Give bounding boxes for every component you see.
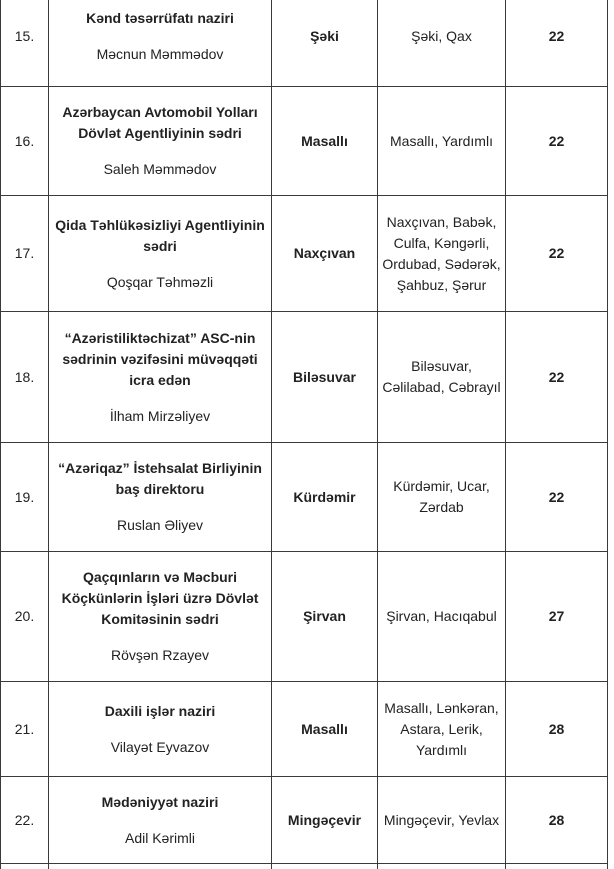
official-name: Rövşən Rzayev <box>110 647 210 663</box>
district-cell <box>272 864 378 869</box>
district-cell: Şirvan <box>272 552 378 682</box>
position-title: Qida Təhlükəsizliyi Agentliyinin sədri <box>55 216 265 254</box>
regions-cell: Şirvan, Hacıqabul <box>378 552 506 682</box>
row-number: 21. <box>1 682 49 777</box>
count-cell: 22 <box>506 443 608 552</box>
position-cell <box>49 196 272 312</box>
position-title: Azərbaycan Avtomobil Yolları Dövlət Agentliyinin sədri <box>62 104 258 141</box>
row-number: 15. <box>1 0 49 87</box>
regions-cell: Mingəçevir, Yevlax <box>378 777 506 864</box>
count-cell: 27 <box>506 552 608 682</box>
count-cell <box>506 864 608 869</box>
regions-cell: Biləsuvar, Cəlilabad, Cəbrayıl <box>378 312 506 443</box>
district-cell: Kürdəmir <box>272 443 378 552</box>
count-cell: 22 <box>506 87 608 196</box>
district-cell: Mingəçevir <box>272 777 378 864</box>
row-number <box>1 864 49 869</box>
count-cell: 22 <box>506 196 608 312</box>
regions-cell: Masallı, Yardımlı <box>378 87 506 196</box>
count-cell: 22 <box>506 0 608 87</box>
count-cell: 28 <box>506 777 608 864</box>
official-name: Qoşqar Təhməzli <box>106 273 214 290</box>
position-cell <box>49 87 272 196</box>
table-row <box>1 552 608 682</box>
row-number: 20. <box>1 552 49 682</box>
position-cell <box>49 443 272 552</box>
official-name: Ruslan Əliyev <box>116 517 203 533</box>
table-row <box>1 443 608 552</box>
row-number: 17. <box>1 196 49 312</box>
position-title: Kənd təsərrüfatı naziri <box>86 9 234 26</box>
district-cell: Masallı <box>272 682 378 777</box>
position-title: Daxili işlər naziri <box>104 702 216 719</box>
position-title: “Azəriqaz” İstehsalat Birliyinin baş direktoru <box>58 460 262 497</box>
count-cell: 22 <box>506 312 608 443</box>
official-name: Vilayət Eyvazov <box>110 738 210 755</box>
position-cell <box>49 552 272 682</box>
position-title: Qaçqınların və Məcburi Köçkünlərin İşləri üzrə Dövlət Komitəsinin sədri <box>61 569 259 627</box>
position-cell <box>49 312 272 443</box>
table-row <box>1 196 608 312</box>
district-cell: Biləsuvar <box>272 312 378 443</box>
regions-cell: Naxçıvan, Babək, Culfa, Kəngərli, Ordubad, Sədərək, Şahbuz, Şərur <box>378 196 506 312</box>
regions-cell: Kürdəmir, Ucar, Zərdab <box>378 443 506 552</box>
official-name: Adil Kərimli <box>124 829 195 846</box>
district-cell: Masallı <box>272 87 378 196</box>
regions-cell: Şəki, Qax <box>378 0 506 87</box>
official-name: Məcnun Məmmədov <box>96 45 224 62</box>
row-number: 22. <box>1 777 49 864</box>
position-title: “Azəristiliktəchizat” ASC-nin sədrinin vəzifəsini müvəqqəti icra edən <box>62 329 258 388</box>
row-number: 19. <box>1 443 49 552</box>
row-number: 16. <box>1 87 49 196</box>
table-row <box>1 777 608 864</box>
position-cell <box>49 682 272 777</box>
district-cell: Şəki <box>272 0 378 87</box>
regions-cell <box>378 864 506 869</box>
table-row <box>1 312 608 443</box>
table-row <box>1 682 608 777</box>
table-row-partial <box>1 864 608 869</box>
official-name: Saleh Məmmədov <box>103 161 217 177</box>
position-cell <box>49 777 272 864</box>
table-row <box>1 0 608 87</box>
position-title: Mədəniyyət naziri <box>101 793 219 810</box>
official-name: İlham Mirzəliyev <box>109 407 211 424</box>
count-cell: 28 <box>506 682 608 777</box>
row-number: 18. <box>1 312 49 443</box>
regions-cell: Masallı, Lənkəran, Astara, Lerik, Yardımlı <box>378 682 506 777</box>
position-cell <box>49 0 272 87</box>
district-cell: Naxçıvan <box>272 196 378 312</box>
table-row <box>1 87 608 196</box>
position-cell <box>49 864 272 869</box>
